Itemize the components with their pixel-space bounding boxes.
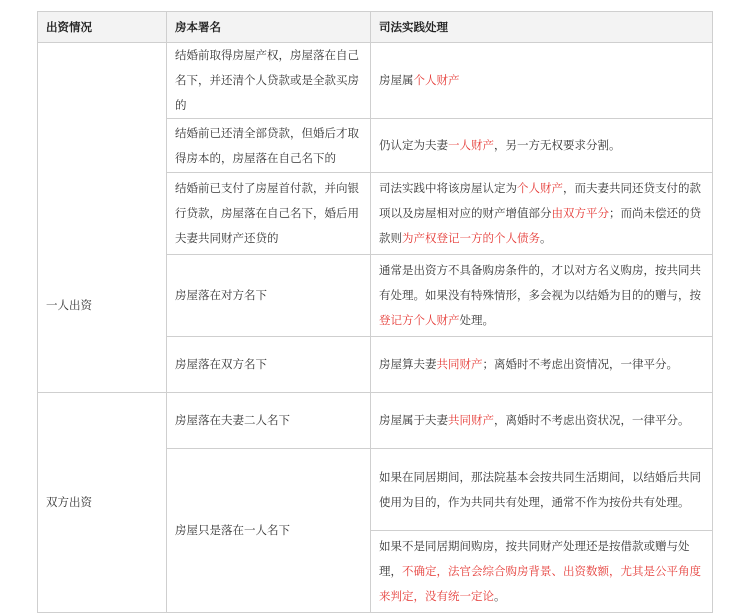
- row-practice: 房屋属个人财产: [371, 43, 713, 119]
- group-both-contribution: 双方出资: [38, 393, 167, 613]
- row-practice: 房屋算夫妻共同财产；离婚时不考虑出资情况，一律平分。: [371, 337, 713, 393]
- row-practice: 如果不是同居期间购房，按共同财产处理还是按借款或赠与处理，不确定，法官会综合购房背景、出资数额，尤其是公平角度来判定，没有统一定论。: [371, 531, 713, 613]
- row-practice: 通常是出资方不具备购房条件的，才以对方名义购房，按共同共有处理。如果没有特殊情形，多会视为以结婚为目的的赠与，按登记方个人财产处理。: [371, 255, 713, 337]
- header-judicial-practice: 司法实践处理: [371, 12, 713, 43]
- property-table: [37, 11, 713, 613]
- row-practice: 司法实践中将该房屋认定为个人财产，而夫妻共同还贷支付的款项以及房屋相对应的财产增值部分由双方平分；而尚未偿还的贷款则为产权登记一方的个人债务。: [371, 173, 713, 255]
- table-row: [38, 43, 713, 119]
- row-title: 结婚前取得房屋产权，房屋落在自己名下，并还清个人贷款或是全款买房的: [167, 43, 371, 119]
- row-title: 房屋落在夫妻二人名下: [167, 393, 371, 449]
- row-practice: 如果在同居期间，那法院基本会按共同生活期间，以结婚后共同使用为目的，作为共同共有处理，通常不作为按份共有处理。: [371, 449, 713, 531]
- header-contribution: 出资情况: [38, 12, 167, 43]
- header-title-holder: 房本署名: [167, 12, 371, 43]
- row-title: 房屋落在双方名下: [167, 337, 371, 393]
- group-single-contribution: 一人出资: [38, 43, 167, 393]
- table-row: [38, 393, 713, 449]
- row-title: 房屋落在对方名下: [167, 255, 371, 337]
- row-practice: 房屋属于夫妻共同财产，离婚时不考虑出资状况，一律平分。: [371, 393, 713, 449]
- row-practice: 仍认定为夫妻一人财产，另一方无权要求分割。: [371, 119, 713, 173]
- table-header-row: [38, 12, 713, 43]
- row-title: 结婚前已还清全部贷款，但婚后才取得房本的，房屋落在自己名下的: [167, 119, 371, 173]
- row-title: 结婚前已支付了房屋首付款，并向银行贷款，房屋落在自己名下，婚后用夫妻共同财产还贷的: [167, 173, 371, 255]
- row-title: 房屋只是落在一人名下: [167, 449, 371, 613]
